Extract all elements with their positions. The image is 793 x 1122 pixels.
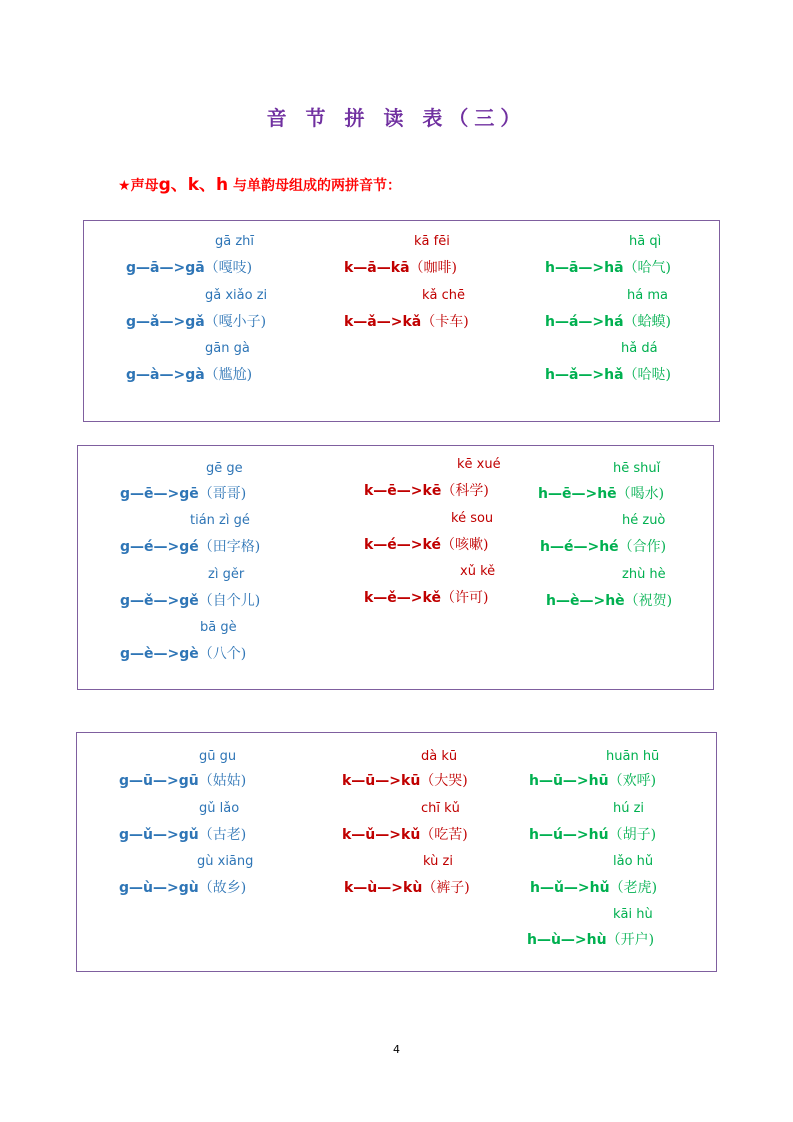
section-subtitle bbox=[118, 170, 401, 195]
pinyin-k-e1: kē xué bbox=[457, 457, 501, 472]
pinyin-k-u4: kù zi bbox=[423, 854, 453, 869]
pinyin-h-a3: hǎ dá bbox=[621, 341, 658, 356]
pinyin-h-u2: hú zi bbox=[613, 801, 645, 816]
pinyin-g-a3: gǎ xiǎo zi bbox=[205, 288, 268, 303]
rule-row-g-a1: g—ā—>gā（嘎吱) bbox=[126, 260, 253, 276]
pinyin-h-u3: lǎo hǔ bbox=[613, 854, 654, 869]
pinyin-k-e3: xǔ kě bbox=[460, 564, 496, 579]
rule-row-k-e3: k—ě—>kě（许可) bbox=[364, 590, 489, 606]
rule-row-h-e2: h—é—>hé（合作) bbox=[540, 539, 667, 555]
rule-row-k-u4: k—ù—>kù（裤子) bbox=[344, 880, 470, 896]
star-icon: ★ bbox=[118, 178, 131, 194]
page-title: 音 节 拼 读 表（三） bbox=[266, 106, 527, 130]
rule-row-g-e4: g—è—>gè（八个) bbox=[120, 646, 247, 662]
pinyin-g-a4: gān gà bbox=[205, 341, 250, 356]
rule-row-h-a1: h—ā—>hā（哈气) bbox=[545, 260, 672, 276]
subtitle-part1: 声母 bbox=[130, 178, 159, 194]
rule-row-g-u4: g—ù—>gù（故乡) bbox=[119, 880, 247, 896]
pinyin-h-u4: kāi hù bbox=[613, 907, 653, 922]
page-number: 4 bbox=[393, 1043, 400, 1056]
rule-row-g-a3: g—ǎ—>gǎ（嘎小子) bbox=[126, 314, 267, 330]
rule-row-k-u3: k—ǔ—>kǔ（吃苦) bbox=[342, 827, 468, 843]
rule-row-g-e2: g—é—>gé（田字格) bbox=[120, 539, 261, 555]
rule-row-g-u1: g—ū—>gū（姑姑) bbox=[119, 773, 247, 789]
rule-row-k-u1: k—ū—>kū（大哭) bbox=[342, 773, 468, 789]
rule-row-k-a1: k—ā—kā（咖啡) bbox=[344, 260, 457, 276]
pinyin-k-e2: ké sou bbox=[451, 511, 494, 526]
subtitle-letters: g、k、h bbox=[158, 175, 229, 195]
rule-row-k-a3: k—ǎ—>kǎ（卡车) bbox=[344, 314, 469, 330]
pinyin-k-u1: dà kū bbox=[421, 749, 458, 764]
pinyin-h-a2: há ma bbox=[627, 288, 668, 303]
rule-row-h-e4: h—è—>hè（祝贺) bbox=[546, 593, 673, 609]
rule-row-g-u3: g—ǔ—>gǔ（古老) bbox=[119, 827, 247, 843]
pinyin-g-u3: gǔ lǎo bbox=[199, 801, 240, 816]
pinyin-g-a1: gā zhī bbox=[215, 234, 255, 249]
pinyin-g-e2: tián zì gé bbox=[190, 513, 250, 528]
subtitle-part2: 与单韵母组成的两拼音节： bbox=[233, 178, 402, 194]
pinyin-k-a3: kǎ chē bbox=[422, 288, 466, 303]
pinyin-g-e4: bā gè bbox=[200, 620, 237, 635]
pinyin-g-e3: zì gěr bbox=[208, 567, 245, 582]
rule-row-g-a4: g—à—>gà（尴尬) bbox=[126, 367, 253, 383]
pinyin-g-e1: gē ge bbox=[206, 461, 243, 476]
rule-row-k-e1: k—ē—>kē（科学) bbox=[364, 483, 489, 499]
rule-row-h-u1: h—ū—>hū（欢呼) bbox=[529, 773, 657, 789]
rule-row-h-u4: h—ù—>hù（开户) bbox=[527, 932, 655, 948]
pinyin-h-a1: hā qì bbox=[629, 234, 662, 249]
pinyin-k-a1: kā fēi bbox=[414, 234, 450, 249]
rule-row-h-e1: h—ē—>hē（喝水) bbox=[538, 486, 665, 502]
pinyin-h-e2: hé zuò bbox=[622, 513, 666, 528]
rule-row-g-e1: g—ē—>gē（哥哥) bbox=[120, 486, 247, 502]
pinyin-h-e1: hē shuǐ bbox=[613, 461, 661, 476]
rule-row-h-u3: h—ǔ—>hǔ（老虎) bbox=[530, 880, 658, 896]
rule-row-g-e3: g—ě—>gě（自个儿) bbox=[120, 593, 261, 609]
pinyin-h-e4: zhù hè bbox=[622, 567, 666, 582]
pinyin-g-u4: gù xiāng bbox=[197, 854, 254, 869]
rule-row-h-a2: h—á—>há（蛤蟆) bbox=[545, 314, 672, 330]
rule-row-h-a3: h—ǎ—>hǎ（哈哒) bbox=[545, 367, 672, 383]
pinyin-g-u1: gū gu bbox=[199, 749, 237, 764]
rule-row-k-e2: k—é—>ké（咳嗽) bbox=[364, 537, 489, 553]
pinyin-h-u1: huān hū bbox=[606, 749, 660, 764]
rule-row-h-u2: h—ú—>hú（胡子) bbox=[529, 827, 657, 843]
pinyin-k-u3: chī kǔ bbox=[421, 801, 460, 816]
